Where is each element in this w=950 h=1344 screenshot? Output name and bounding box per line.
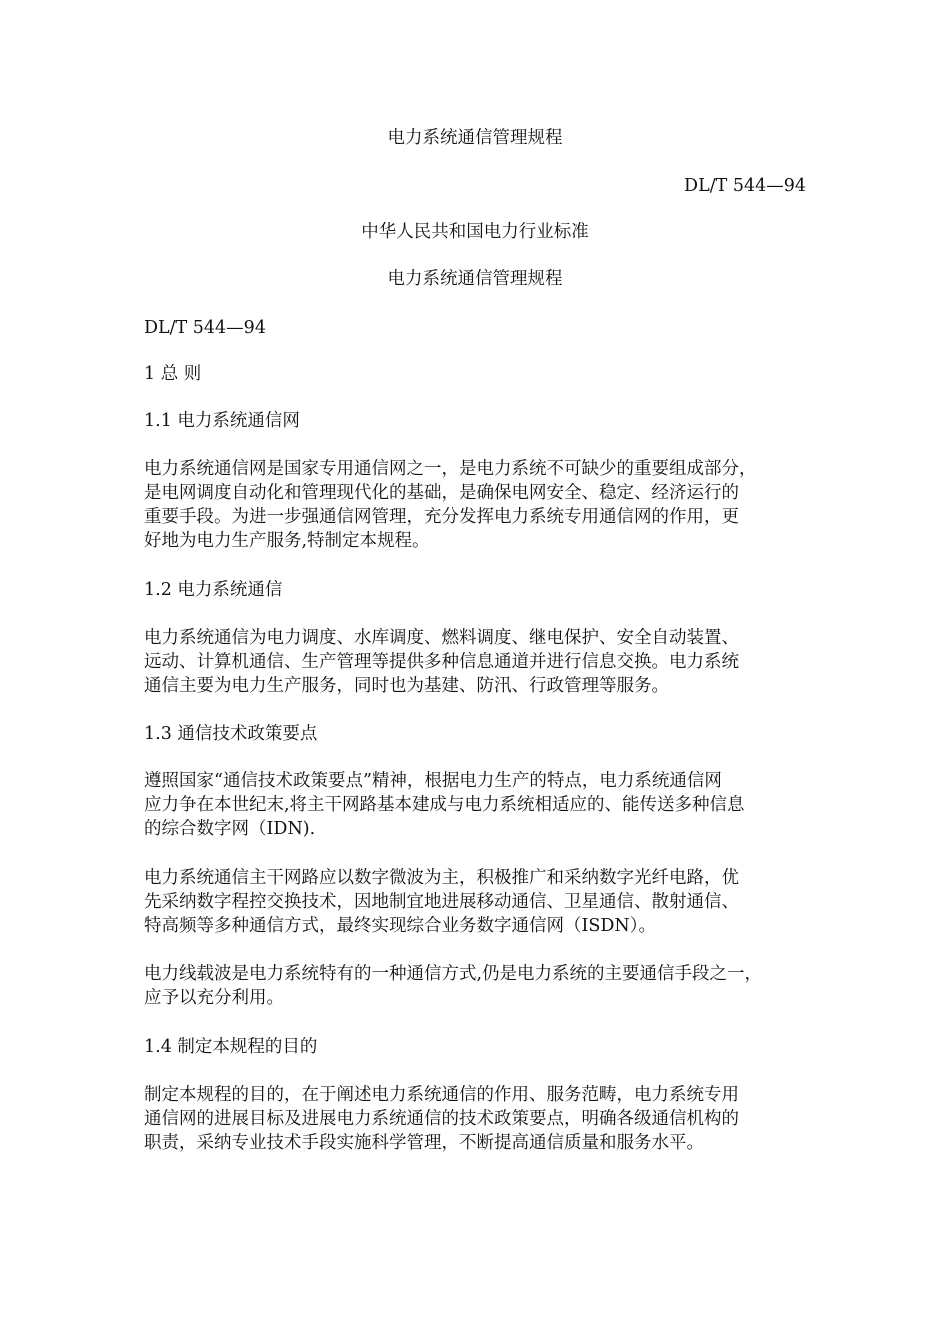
paragraph-line: 应力争在本世纪末,将主干网路基本建成与电力系统相适应的、能传送多种信息	[144, 795, 745, 815]
paragraph-line: 制定本规程的目的，在于阐述电力系统通信的作用、服务范畴，电力系统专用	[144, 1085, 739, 1105]
section-heading-1-3: 1.3 通信技术政策要点	[144, 724, 318, 744]
paragraph-line: 通信主要为电力生产服务，同时也为基建、防汛、行政管理等服务。	[144, 676, 669, 696]
paragraph-line: 特高频等多种通信方式，最终实现综合业务数字通信网（ISDN）。	[144, 916, 656, 936]
paragraph-line: 遵照国家“通信技术政策要点”精神，根据电力生产的特点，电力系统通信网	[144, 771, 722, 791]
paragraph-line: 电力系统通信网是国家专用通信网之一，是电力系统不可缺少的重要组成部分，	[144, 459, 757, 479]
paragraph-line: 的综合数字网（IDN).	[144, 819, 316, 839]
paragraph-1-3-b	[144, 866, 809, 938]
paragraph-line: 职责，采纳专业技术手段实施科学管理，不断提高通信质量和服务水平。	[144, 1133, 704, 1153]
paragraph-line: 电力线载波是电力系统特有的一种通信方式,仍是电力系统的主要通信手段之一，	[144, 964, 763, 984]
paragraph-line: 好地为电力生产服务,特制定本规程。	[144, 531, 430, 551]
section-heading-1-4: 1.4 制定本规程的目的	[144, 1037, 318, 1057]
paragraph-line: 先采纳数字程控交换技术，因地制宜地进展移动通信、卫星通信、散射通信、	[144, 892, 739, 912]
paragraph-1-4	[144, 1083, 809, 1155]
paragraph-line: 电力系统通信为电力调度、水库调度、燃料调度、继电保护、安全自动装置、	[144, 628, 739, 648]
standard-code-right: DL/T 544—94	[684, 176, 806, 196]
paragraph-1-3-c	[144, 962, 809, 1010]
section-heading-1-1: 1.1 电力系统通信网	[144, 411, 300, 431]
section-heading-general: 1 总 则	[144, 364, 202, 384]
paragraph-line: 远动、计算机通信、生产管理等提供多种信息通道并进行信息交换。电力系统	[144, 652, 739, 672]
paragraph-line: 重要手段。为进一步强通信网管理，充分发挥电力系统专用通信网的作用，更	[144, 507, 739, 527]
document-title: 电力系统通信管理规程	[387, 128, 563, 148]
standard-issuer-title: 中华人民共和国电力行业标准	[361, 222, 589, 242]
paragraph-line: 是电网调度自动化和管理现代化的基础，是确保电网安全、稳定、经济运行的	[144, 483, 739, 503]
document-subtitle: 电力系统通信管理规程	[387, 269, 563, 289]
paragraph-1-2	[144, 626, 809, 698]
paragraph-1-1	[144, 457, 809, 553]
paragraph-line: 通信网的进展目标及进展电力系统通信的技术政策要点，明确各级通信机构的	[144, 1109, 739, 1129]
paragraph-1-3-a	[144, 769, 809, 841]
paragraph-line: 电力系统通信主干网路应以数字微波为主，积极推广和采纳数字光纤电路，优	[144, 868, 739, 888]
section-heading-1-2: 1.2 电力系统通信	[144, 580, 283, 600]
standard-code-left: DL/T 544—94	[144, 318, 266, 338]
paragraph-line: 应予以充分利用。	[144, 988, 284, 1008]
